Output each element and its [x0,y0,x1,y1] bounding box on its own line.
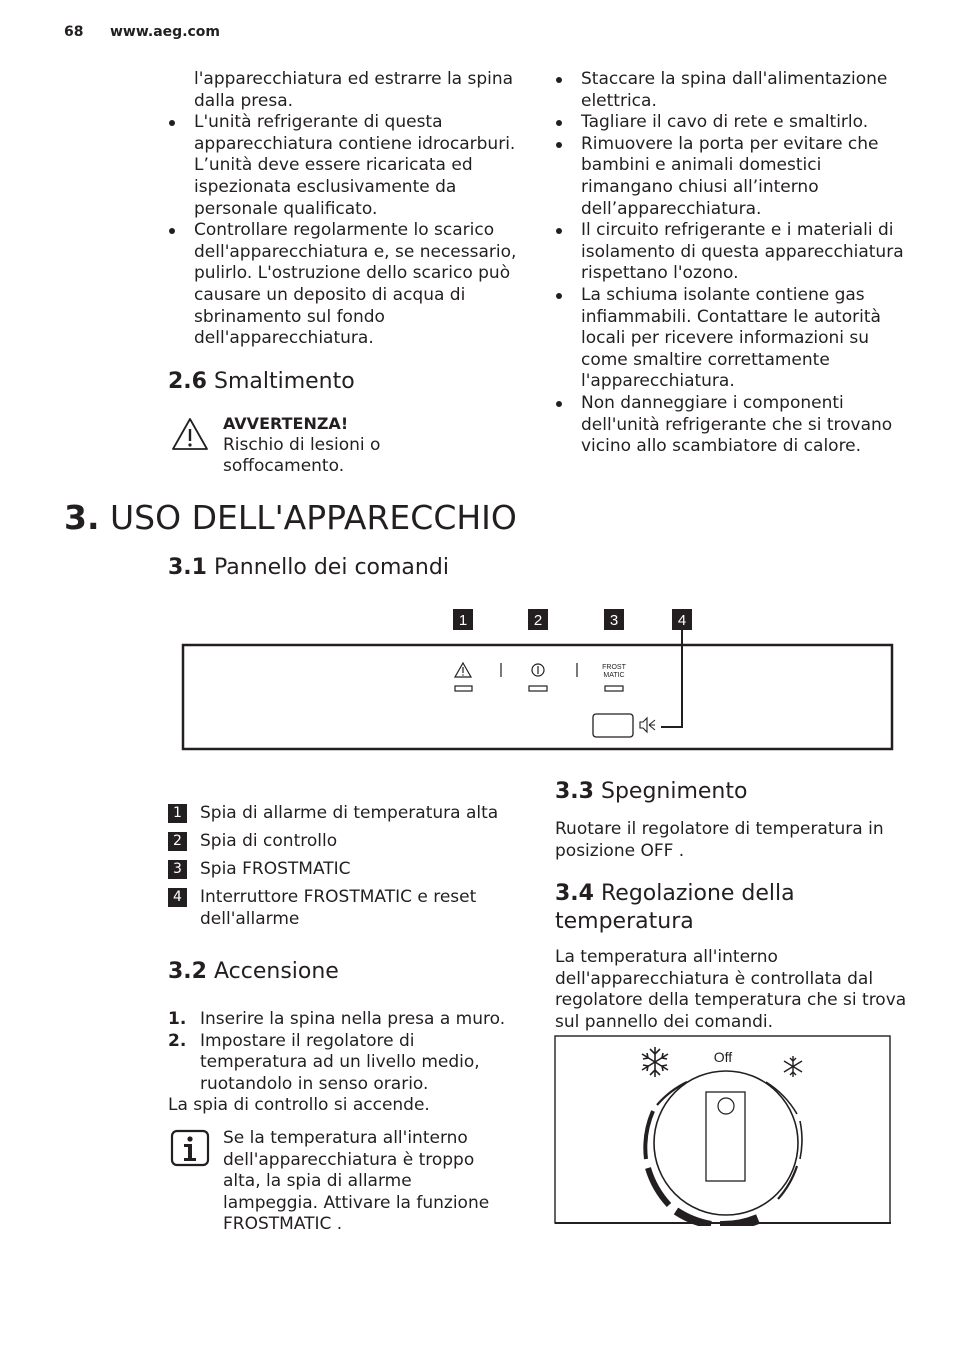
section-heading-3-3 [555,778,747,806]
panel-frame [183,645,892,749]
chapter-number: 3. [64,498,100,537]
legend-number: 2 [168,832,187,851]
left-column-top [168,69,524,350]
list-item: Rimuovere la porta per evitare che bambini e animali domestici rimangano chiusi all’interno dell’apparecchiatura. [555,134,915,220]
chapter-heading [64,496,517,540]
section-title-line1: Regolazione della [600,881,795,906]
callout-2 [528,609,548,630]
section-heading-3-1 [168,554,449,582]
callout-3-label: 3 [609,612,619,629]
list-item: Il circuito refrigerante e i materiali di isolamento di questa apparecchiatura rispettano l'ozono. [555,220,915,285]
step-number: 2. [168,1030,187,1051]
power-indicator-light [529,686,547,691]
list-item: Tagliare il cavo di rete e smaltirlo. [555,112,915,134]
callout-4 [672,609,692,630]
warning-text: Rischio di lesioni o soffocamento. [223,434,381,477]
step-text: Impostare il regolatore di temperatura ad un livello medio, ruotandolo in senso orario. [200,1030,480,1094]
control-panel-diagram [180,606,896,754]
warning-title: AVVERTENZA! [223,414,349,433]
temperature-dial-diagram [554,1035,892,1226]
warning-box [223,413,423,478]
legend-text: Spia di controllo [200,831,338,851]
section-heading-2-6 [168,368,355,396]
legend-number: 3 [168,860,187,879]
steps-list [168,1009,513,1095]
section-title: Smaltimento [213,369,355,394]
section-title-line2: temperatura [555,909,694,934]
right-column-top [555,69,915,458]
section-3-4-text: La temperatura all'interno dell'apparecchiatura è controllata dal regolatore della temperatura che si trova sul pannello dei comandi. [555,947,907,1032]
right-bullet-list [555,69,915,458]
frostmatic-indicator-light [605,686,623,691]
info-text: Se la temperatura all'interno dell'apparecchiatura è troppo alta, la spia di allarme lampeggia. Attivare la funzione FROSTMATIC . [223,1128,490,1235]
warning-icon [170,416,210,452]
continuation-text: l'apparecchiatura ed estrarre la spina dalla presa. [194,69,514,111]
list-item: L'unità refrigerante di questa apparecchiatura contiene idrocarburi. L’unità deve essere ricaricata ed ispezionata esclusivamente da personale qualificato. [168,112,524,220]
legend-text: Interruttore FROSTMATIC e reset dell'allarme [200,887,477,929]
section-number: 3.3 [555,779,594,804]
list-item: Staccare la spina dall'alimentazione elettrica. [555,69,915,112]
dial-off-label: Off [713,1049,733,1065]
section-title: Accensione [213,959,339,984]
section-title: Spegnimento [600,779,748,804]
snowflake-icon-small [784,1056,802,1077]
info-icon [170,1129,210,1167]
list-item [168,1031,513,1096]
page-number: 68 [64,24,84,40]
legend-number: 1 [168,804,187,823]
alarm-indicator-light [455,686,472,691]
section-3-2-body [168,1009,513,1117]
section-title: Pannello dei comandi [213,555,449,580]
callout-2-label: 2 [533,612,543,629]
chapter-title: USO DELL'APPARECCHIO [110,498,517,537]
section-number: 3.4 [555,881,594,906]
list-item: Controllare regolarmente lo scarico dell'apparecchiatura e, se necessario, pulirlo. L'ostruzione dello scarico può causare un deposito di acqua di sbrinamento sul fondo dell'apparecchiatura. [168,220,524,350]
section-number: 2.6 [168,369,207,394]
alarm-warning-icon [455,663,471,677]
step-text: Inserire la spina nella presa a muro. [200,1009,506,1029]
legend-text: Spia FROSTMATIC [200,859,351,879]
section-number: 3.1 [168,555,207,580]
callout-1 [453,609,473,630]
callout-1-label: 1 [458,612,468,629]
section-number: 3.2 [168,959,207,984]
frostmatic-label-line1: FROST [602,664,626,671]
legend-text: Spia di allarme di temperatura alta [200,803,499,823]
list-item: Non danneggiare i componenti dell'unità refrigerante che si trovano vicino allo scambiatore di calore. [555,393,915,458]
left-bullet-list [168,112,524,350]
frostmatic-label-line2: MATIC [603,672,625,679]
section-heading-3-4 [555,880,895,936]
power-icon [532,664,544,676]
section-3-3-text: Ruotare il regolatore di temperatura in posizione OFF . [555,819,884,861]
list-item: La schiuma isolante contiene gas infiammabili. Contattare le autorità locali per ricevere informazioni su come smaltire correttamente l'apparecchiatura. [555,285,915,393]
snowflake-icon-large [642,1047,668,1077]
callout-4-label: 4 [677,612,687,629]
step-number: 1. [168,1009,187,1029]
alarm-mute-icon [640,718,655,732]
status-text: La spia di controllo si accende. [168,1095,430,1116]
section-heading-3-2 [168,958,339,986]
header-url: www.aeg.com [110,24,221,40]
frostmatic-reset-button [593,714,633,737]
callout-3 [604,609,624,630]
legend-number: 4 [168,888,187,907]
list-item [168,1009,513,1031]
